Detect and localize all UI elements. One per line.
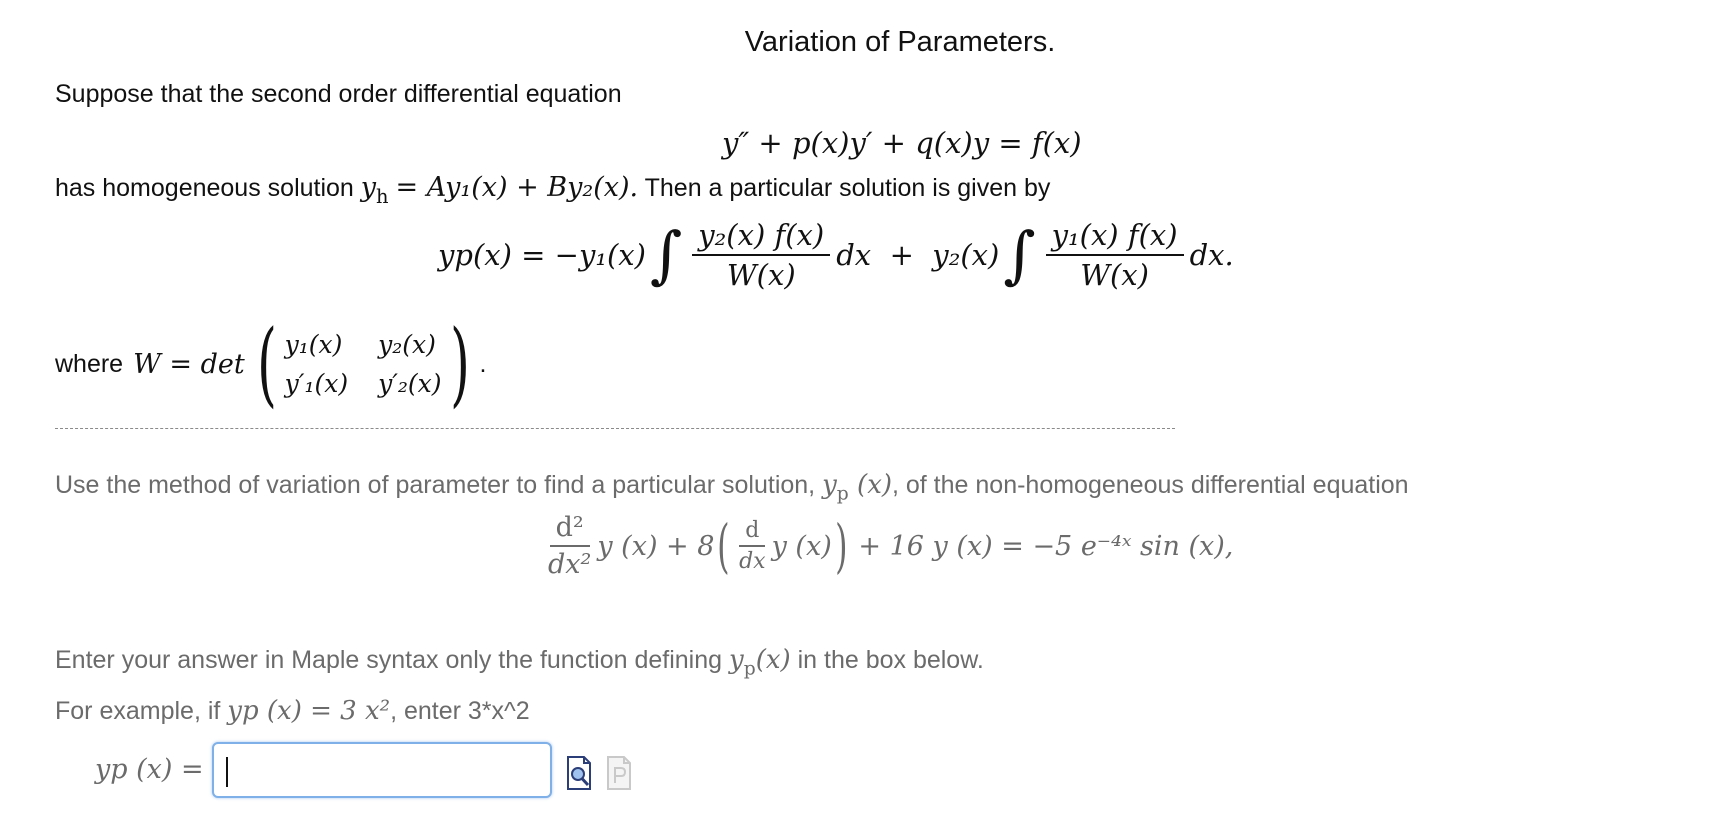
help-doc-icon[interactable] (606, 756, 632, 790)
instruction-text: For example, if (55, 697, 221, 725)
ode-equation: y″ + p(x)y′ + q(x)y = f(x) (722, 126, 1082, 160)
question-text: Use the method of variation of parameter to find a particular solution, (55, 471, 816, 499)
integral-sign: ∫ (649, 218, 683, 291)
d2-numerator: d² (550, 512, 590, 547)
intro-text: Suppose that the second order differential equation (55, 80, 622, 108)
fraction-1-numerator: y₂(x) f(x) (692, 218, 830, 256)
fraction-1 (692, 218, 830, 292)
dx-denominator: dx (739, 549, 766, 574)
matrix-grid (285, 330, 442, 398)
left-paren: ( (717, 512, 730, 580)
matrix-cell: y′₂(x) (378, 369, 442, 398)
page-title: Variation of Parameters. (744, 26, 1056, 58)
matrix-cell: y₁(x) (284, 330, 343, 359)
answer-label: yp (x) = (95, 754, 204, 785)
homog-line (55, 172, 1050, 208)
question-tail: , of the non-homogeneous differential equation (892, 471, 1409, 499)
example-expression: yp (x) = 3 x² (227, 696, 391, 726)
second-derivative-operator (548, 512, 591, 580)
then-text: Then a particular solution is given by (644, 174, 1051, 202)
fraction-2 (1046, 218, 1184, 292)
right-paren: ) (834, 512, 848, 580)
fraction-2-numerator: y₁(x) f(x) (1046, 218, 1184, 256)
yp-symbol: $y_p(x)$ (729, 645, 791, 680)
d-numerator: d (739, 518, 765, 547)
yp-symbol: $y_p$ (x) (822, 470, 892, 505)
instruction-line-1 (55, 645, 984, 680)
left-paren: ( (256, 310, 277, 417)
homog-text: has homogeneous solution (55, 174, 354, 202)
instruction-line-2 (55, 696, 530, 726)
nonhomog-equation (542, 512, 1233, 580)
instruction-text: in the box below. (797, 646, 984, 674)
text-caret (226, 757, 228, 787)
right-paren: ) (449, 310, 470, 417)
yh-symbol: $y_h$ (360, 172, 389, 208)
eq-rhs: + 16 y (x) = −5 e⁻⁴ˣ sin (x), (858, 530, 1234, 562)
instruction-text: , enter 3*x^2 (390, 697, 530, 725)
question-prompt (55, 470, 1409, 505)
matrix-cell: y₂(x) (378, 330, 436, 359)
period: . (479, 349, 487, 378)
formula-mid: dx + y₂(x) (836, 238, 1000, 272)
first-derivative-operator (739, 518, 766, 574)
instruction-text: Enter your answer in Maple syntax only the function defining (55, 646, 723, 674)
answer-input[interactable] (212, 742, 552, 798)
yh-expression: = Ay₁(x) + By₂(x). (395, 172, 639, 203)
wronskian-matrix (249, 310, 478, 417)
fraction-1-denominator: W(x) (726, 258, 796, 292)
dx2-denominator: dx² (548, 549, 592, 580)
matrix-cell: y′₁(x) (284, 369, 349, 398)
eq-term-1: y (x) + 8 (597, 530, 715, 562)
eq-term-2: y (x) (771, 530, 832, 562)
wronskian-line (55, 310, 487, 417)
preview-icon[interactable] (566, 756, 592, 790)
formula-end: dx. (1189, 238, 1234, 272)
where-text: where (55, 349, 124, 378)
wronskian-symbol: W = det (133, 348, 245, 380)
integral-sign: ∫ (1003, 218, 1036, 291)
fraction-2-denominator: W(x) (1080, 258, 1149, 292)
section-divider (55, 428, 1175, 429)
formula-lhs: yp(x) = −y₁(x) (438, 238, 646, 272)
particular-formula (438, 218, 1234, 292)
